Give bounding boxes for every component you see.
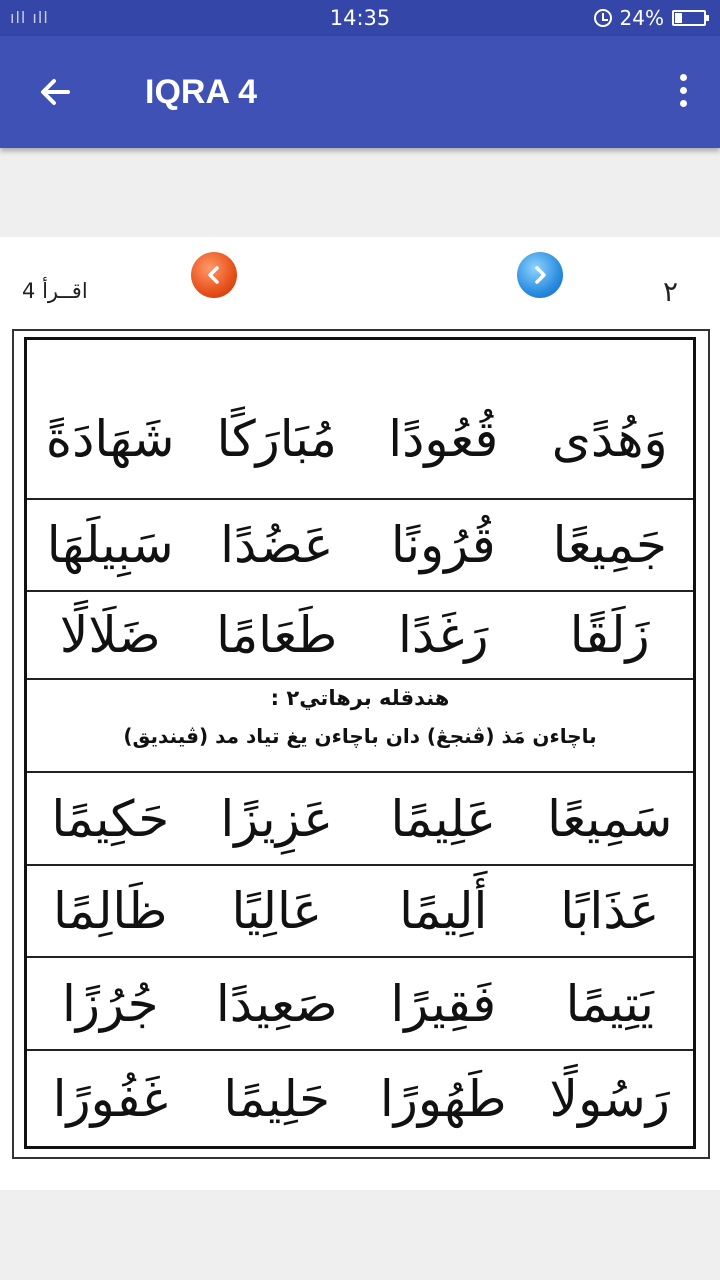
page-number: ٢ (662, 275, 678, 308)
previous-page-button[interactable] (191, 252, 237, 298)
word-cell: شَهَادَةً (45, 410, 175, 468)
word-cell: سَبِيلَهَا (46, 516, 174, 574)
table-row (27, 592, 693, 680)
app-bar (0, 36, 720, 148)
battery-icon (672, 10, 706, 26)
status-bar (0, 0, 720, 36)
word-cell: عَالِيًا (231, 882, 323, 940)
table-row (27, 340, 693, 500)
word-cell: عَلِيمًا (390, 789, 497, 848)
page-header-left (22, 279, 94, 303)
word-cell: ضَلَالًا (59, 606, 161, 664)
status-right (594, 6, 706, 30)
word-cell: طَهُورًا (379, 1069, 507, 1128)
book-number: 4 (22, 279, 36, 303)
more-vert-icon[interactable] (676, 74, 690, 114)
signal-icon: ıll ıll (10, 8, 49, 27)
word-cell: طَعَامًا (216, 606, 338, 664)
word-cell: زَلَقًا (569, 606, 650, 664)
book-page (0, 237, 720, 1190)
status-time: 14:35 (329, 6, 391, 30)
battery-percent: 24% (619, 6, 664, 30)
word-cell: عَضُدًا (220, 516, 334, 574)
word-cell: قُعُودًا (388, 410, 499, 468)
table-row (27, 1051, 693, 1146)
word-cell: سَمِيعًا (547, 789, 673, 848)
table-row (27, 500, 693, 592)
word-cell: ظَالِمًا (53, 882, 168, 940)
lesson-frame (12, 329, 710, 1159)
word-cell: رَغَدًا (398, 606, 489, 664)
alarm-icon (594, 9, 612, 27)
page-title: IQRA 4 (145, 73, 258, 111)
word-cell: مُبَارَكًا (216, 410, 337, 468)
word-cell: رَسُولًا (549, 1069, 670, 1128)
word-cell: عَزِيزًا (220, 789, 334, 848)
word-cell: فَقِيرًا (390, 974, 497, 1033)
table-row (27, 773, 693, 866)
chevron-right-icon (528, 263, 552, 287)
word-cell: أَلِيمًا (399, 882, 488, 940)
book-title-arabic: اقــرأ (42, 279, 88, 303)
next-page-button[interactable] (517, 252, 563, 298)
table-row (27, 958, 693, 1051)
table-row (27, 866, 693, 958)
lesson-note (27, 680, 693, 773)
word-cell: غَفُورًا (52, 1069, 168, 1128)
word-cell: جُرُزًا (61, 974, 159, 1033)
word-cell: عَذَابًا (560, 882, 660, 940)
word-cell: قُرُونًا (390, 516, 496, 574)
word-cell: صَعِيدًا (215, 974, 338, 1033)
word-cell: يَتِيمًا (565, 974, 654, 1033)
lesson-table (24, 337, 696, 1149)
note-text: باچاءن مَذ (ڤنجڠ) دان باچاءن يغ تياد مد (ڤينديق) (123, 724, 597, 748)
word-cell: وَهُدًى (551, 410, 668, 468)
word-cell: حَلِيمًا (223, 1069, 331, 1128)
chevron-left-icon (202, 263, 226, 287)
word-cell: جَمِيعًا (552, 516, 667, 574)
arrow-back-icon[interactable] (34, 70, 78, 114)
word-cell: حَكِيمًا (51, 789, 170, 848)
note-heading: هندقله برهاتي٢ : (270, 686, 450, 710)
